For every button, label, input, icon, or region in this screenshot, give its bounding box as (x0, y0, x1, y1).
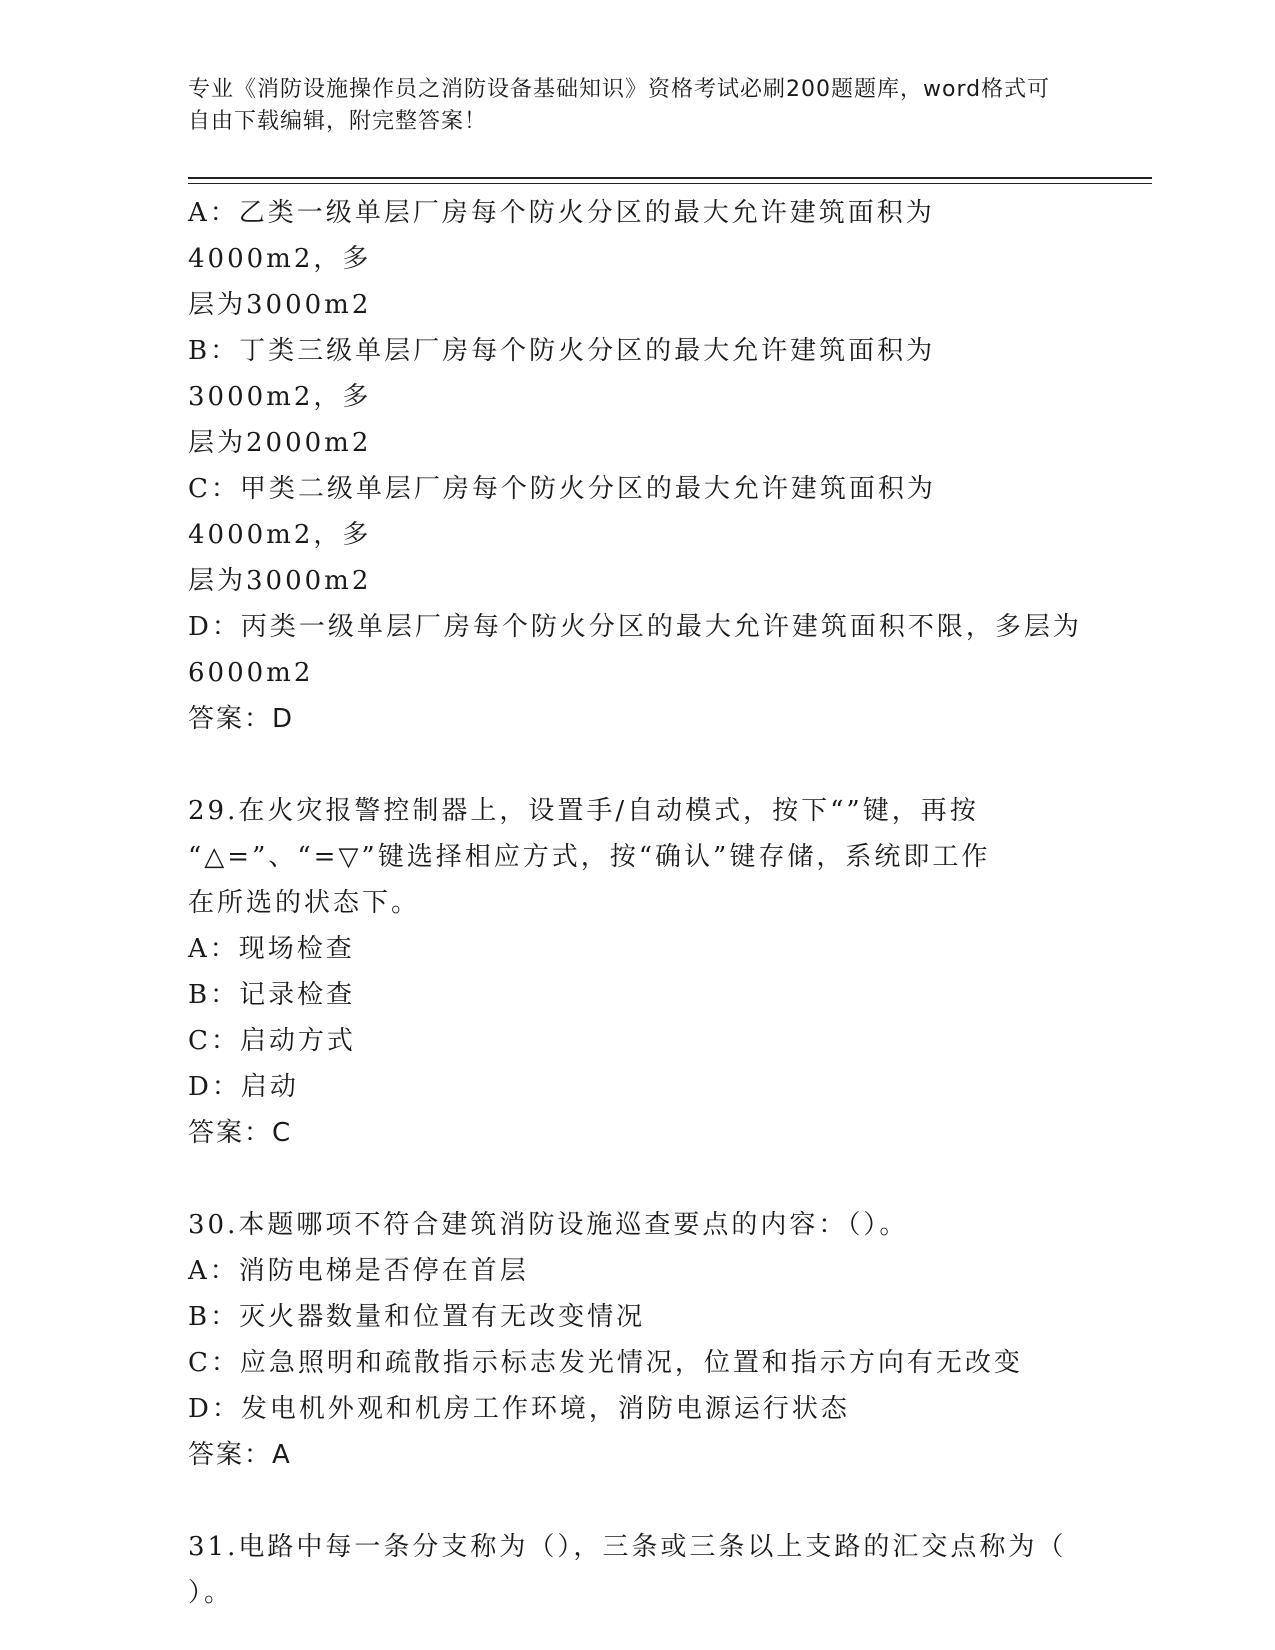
q28-option-a-line2: 层为3000m2 (188, 290, 372, 320)
q29-stem-line3: 在所选的状态下。 (188, 888, 421, 918)
question-30 (188, 1202, 1088, 1478)
document-header: 专业《消防设施操作员之消防设备基础知识》资格考试必刷200题题库，word格式可自由下载编辑，附完整答案！ (188, 77, 1051, 134)
question-content (188, 190, 1088, 1616)
q28-option-c-line2: 层为3000m2 (188, 566, 372, 596)
q28-option-a-line1: A：乙类一级单层厂房每个防火分区的最大允许建筑面积为4000m2，多 (188, 198, 935, 274)
q31-stem-line1: 31.电路中每一条分支称为（），三条或三条以上支路的汇交点称为（ (188, 1532, 1067, 1562)
q28-answer: 答案：D (188, 704, 295, 734)
header-divider-thin (188, 183, 1152, 184)
q30-option-a: A：消防电梯是否停在首层 (188, 1256, 529, 1286)
q29-option-a: A：现场检查 (188, 934, 355, 964)
q30-option-d: D：发电机外观和机房工作环境，消防电源运行状态 (188, 1394, 850, 1424)
q29-stem-line2: “△=”、“=▽”键选择相应方式，按“确认”键存储，系统即工作 (188, 842, 991, 872)
spacer (188, 1156, 1088, 1202)
header-divider-thick (188, 177, 1152, 179)
q29-option-b: B：记录检查 (188, 980, 356, 1010)
spacer (188, 742, 1088, 788)
q31-stem-line2: ）。 (188, 1578, 234, 1608)
q28-option-c-line1: C：甲类二级单层厂房每个防火分区的最大允许建筑面积为4000m2，多 (188, 474, 936, 550)
q30-option-c: C：应急照明和疏散指示标志发光情况，位置和指示方向有无改变 (188, 1348, 1023, 1378)
q29-answer: 答案：C (188, 1118, 293, 1148)
q30-stem: 30.本题哪项不符合建筑消防设施巡查要点的内容：（）。 (188, 1210, 909, 1240)
q29-stem-line1: 29.在火灾报警控制器上，设置手/自动模式，按下“”键，再按 (188, 796, 979, 826)
q30-option-b: B：灭火器数量和位置有无改变情况 (188, 1302, 646, 1332)
q28-option-d-line2: 6000m2 (188, 658, 314, 688)
q30-answer: 答案：A (188, 1440, 292, 1470)
q28-option-b-line2: 层为2000m2 (188, 428, 372, 458)
q29-option-d: D：启动 (188, 1072, 299, 1102)
q28-option-d-line1: D：丙类一级单层厂房每个防火分区的最大允许建筑面积不限，多层为 (188, 612, 1082, 642)
question-31 (188, 1524, 1088, 1616)
question-29 (188, 788, 1088, 1156)
spacer (188, 1478, 1088, 1524)
q28-option-b-line1: B：丁类三级单层厂房每个防火分区的最大允许建筑面积为3000m2，多 (188, 336, 936, 412)
question-28 (188, 190, 1088, 742)
q29-option-c: C：启动方式 (188, 1026, 356, 1056)
